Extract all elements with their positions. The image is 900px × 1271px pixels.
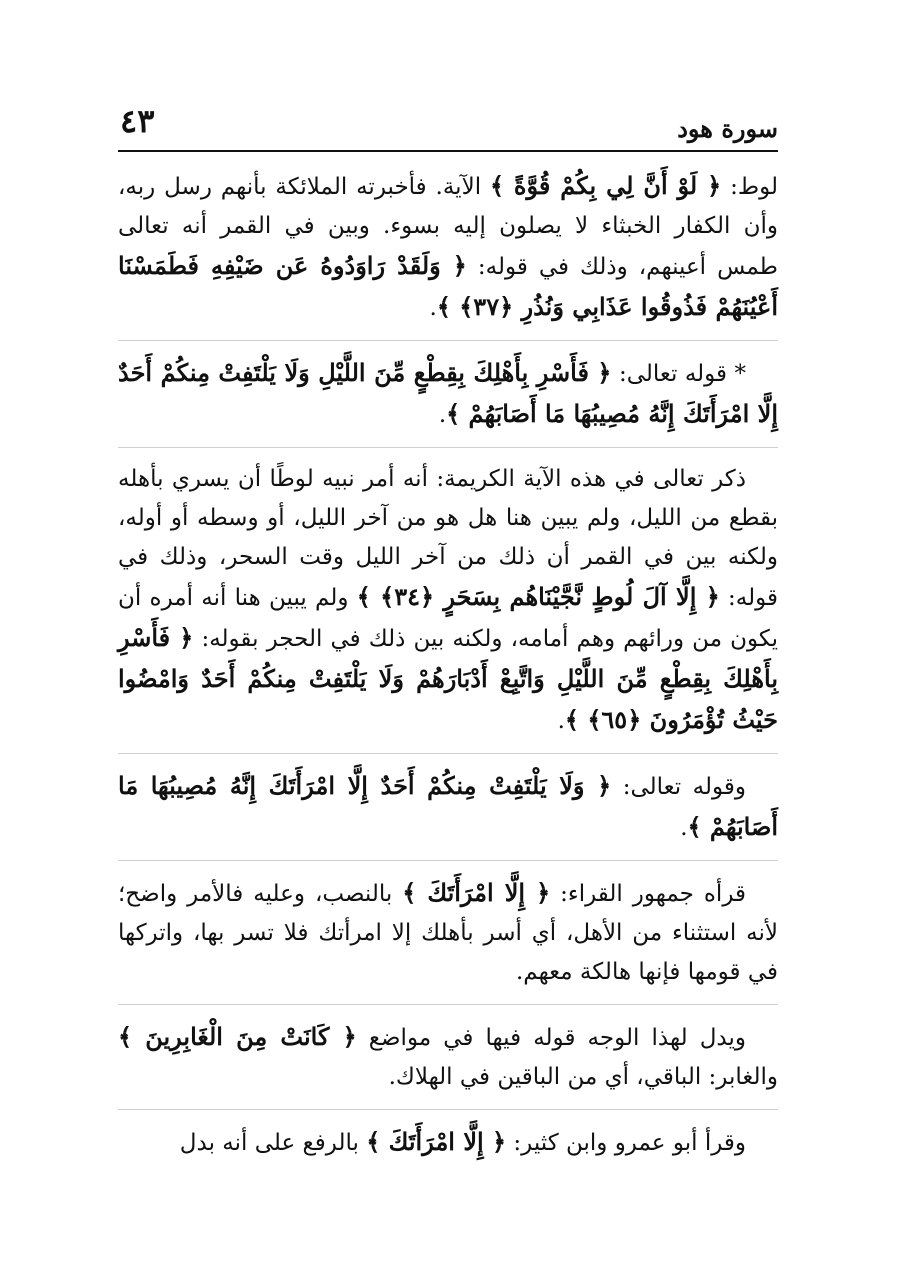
quran-verse: ﴿ لَوْ أَنَّ لِي بِكُمْ قُوَّةً ﴾ bbox=[489, 171, 722, 200]
paragraph bbox=[118, 166, 778, 328]
book-page bbox=[118, 100, 778, 1175]
paragraph-separator bbox=[118, 340, 778, 341]
paragraph-text: . bbox=[557, 708, 565, 734]
paragraph-text: قرأه جمهور القراء: bbox=[550, 881, 746, 907]
paragraph bbox=[118, 460, 778, 741]
paragraph bbox=[118, 1017, 778, 1097]
quran-verse: ﴿ كَانَتْ مِنَ الْغَابِرِينَ ﴾ bbox=[118, 1022, 357, 1051]
paragraph-text: * قوله تعالى: bbox=[611, 361, 746, 387]
paragraph-text: . bbox=[429, 295, 437, 321]
paragraph-separator bbox=[118, 1109, 778, 1110]
header-rule bbox=[118, 150, 778, 152]
quran-verse: ﴿ فَأَسْرِ بِأَهْلِكَ بِقِطْعٍ مِّنَ اللَّيْلِ وَاتَّبِعْ أَدْبَارَهُمْ وَلَا يَلْتَفِتْ مِنكُمْ أَحَدٌ وَامْضُوا حَيْثُ تُؤْمَرُونَ ﴿٦٥﴾ ﴾ bbox=[118, 623, 778, 734]
quran-verse: ﴿ إِلَّا آلَ لُوطٍ نَّجَّيْنَاهُم بِسَحَرٍ ﴿٣٤﴾ ﴾ bbox=[356, 582, 720, 611]
paragraph-text: . bbox=[438, 402, 447, 428]
surah-title: سورة هود bbox=[677, 114, 778, 143]
quran-verse: ﴿ فَأَسْرِ بِأَهْلِكَ بِقِطْعٍ مِّنَ اللَّيْلِ وَلَا يَلْتَفِتْ مِنكُمْ أَحَدٌ إِلَّا امْرَأَتَكَ إِنَّهُ مُصِيبُهَا مَا أَصَابَهُمْ ﴾ bbox=[118, 358, 778, 428]
paragraph bbox=[118, 873, 778, 992]
quran-verse: ﴿ وَلَقَدْ رَاوَدُوهُ عَن ضَيْفِهِ فَطَمَسْنَا أَعْيُنَهُمْ فَذُوقُوا عَذَابِي وَنُذُرِ ﴿٣٧﴾ ﴾ bbox=[118, 251, 778, 321]
paragraph-separator bbox=[118, 447, 778, 448]
paragraph-text: ذكر تعالى في هذه الآية الكريمة: أنه أمر نبيه لوطًا أن يسري بأهله بقطع من الليل، ولم يبين هنا هل هو من آخر الليل، أو وسطه أو أوله، ولكنه بين في القمر أن ذلك من آخر الليل وقت السحر، وذلك في قوله: bbox=[118, 466, 778, 611]
paragraph-separator bbox=[118, 1004, 778, 1005]
paragraph-text: لوط: bbox=[721, 174, 778, 200]
paragraph-text: بالرفع على أنه بدل bbox=[179, 1130, 367, 1156]
quran-verse: ﴿ إِلَّا امْرَأَتَكَ ﴾ bbox=[366, 1127, 507, 1156]
paragraph-text: وقوله تعالى: bbox=[611, 774, 746, 800]
paragraph-text: الآية. فأخبرته الملائكة بأنهم رسل ربه، وأن الكفار الخبثاء لا يصلون إليه بسوء. وبين في القمر أنه تعالى طمس أعينهم، وذلك في قوله: bbox=[118, 174, 778, 280]
paragraph-text: والغابر: الباقي، أي من الباقين في الهلاك. bbox=[388, 1064, 778, 1090]
paragraph-separator bbox=[118, 753, 778, 754]
paragraph bbox=[118, 766, 778, 848]
paragraph-text: . bbox=[680, 815, 688, 841]
page-header bbox=[118, 100, 778, 148]
page-number: ٤٣ bbox=[120, 102, 155, 140]
paragraph-separator bbox=[118, 860, 778, 861]
paragraph-text: ويدل لهذا الوجه قوله فيها في مواضع bbox=[356, 1025, 746, 1051]
paragraph-text: بالنصب، وعليه فالأمر واضح؛ لأنه استثناء من الأهل، أي أسر بأهلك إلا امرأتك فلا تسر بها، واتركها في قومها فإنها هالكة معهم. bbox=[118, 881, 778, 985]
paragraph-text: وقرأ أبو عمرو وابن كثير: bbox=[506, 1130, 746, 1156]
paragraph bbox=[118, 353, 778, 435]
paragraph bbox=[118, 1122, 778, 1163]
paragraph-text: ولم يبين هنا أنه أمره أن يكون من ورائهم وهم أمامه، ولكنه بين ذلك في الحجر بقوله: bbox=[118, 585, 778, 652]
quran-verse: ﴿ وَلَا يَلْتَفِتْ مِنكُمْ أَحَدٌ إِلَّا امْرَأَتَكَ إِنَّهُ مُصِيبُهَا مَا أَصَابَهُمْ ﴾ bbox=[118, 771, 778, 841]
quran-verse: ﴿ إِلَّا امْرَأَتَكَ ﴾ bbox=[402, 878, 551, 907]
